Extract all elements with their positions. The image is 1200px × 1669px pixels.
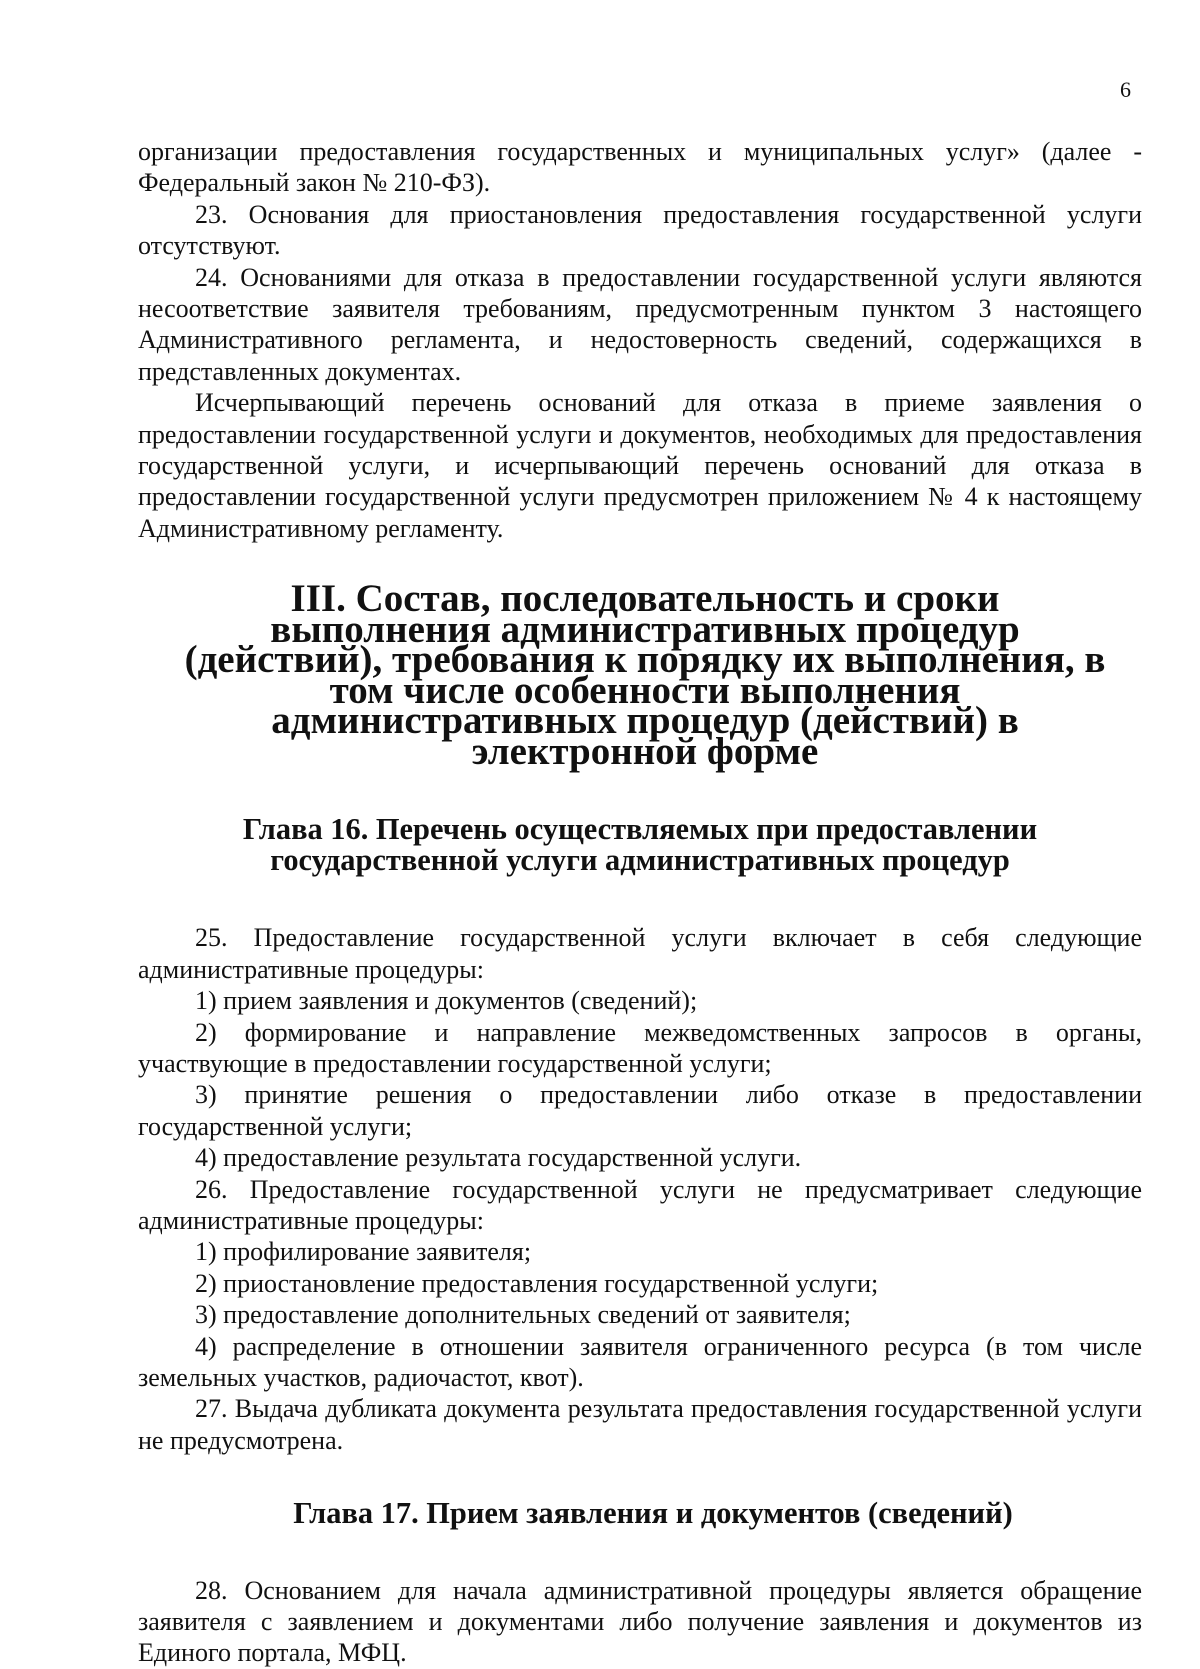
list-item: 4) распределение в отношении заявителя ограниченного ресурса (в том числе земельных участков, радиочастот, квот).: [138, 1331, 1142, 1392]
document-body: [138, 136, 1142, 1669]
chapter-17-body: [138, 1575, 1142, 1669]
list-item: 1) прием заявления и документов (сведений);: [195, 986, 698, 1016]
section-heading-iii: III. Состав, последовательность и сроки выполнения административных процедур (действий), требования к порядку их выполнения, в том числе особенности выполнения административных процедур (действий) в электронной форме: [184, 577, 1106, 773]
chapter-16-heading: Глава 16. Перечень осуществляемых при предоставлении государственной услуги административных процедур: [242, 812, 1038, 878]
paragraph-25: 25. Предоставление государственной услуги включает в себя следующие административные процедуры:: [138, 923, 1142, 984]
paragraph-continuation: организации предоставления государственных и муниципальных услуг» (далее - Федеральный закон № 210-ФЗ).: [138, 137, 1142, 198]
chapter-17-heading: Глава 17. Прием заявления и документов (сведений): [293, 1496, 1013, 1531]
paragraph-26: 26. Предоставление государственной услуги не предусматривает следующие административные процедуры:: [138, 1174, 1142, 1235]
paragraph-28: 28. Основанием для начала административной процедуры является обращение заявителя с заявлением и документами либо получение заявления и документов из Единого портала, МФЦ.: [138, 1575, 1142, 1668]
paragraph-23: 23. Основания для приостановления предоставления государственной услуги отсутствуют.: [138, 199, 1142, 261]
page-number: 6: [1120, 77, 1131, 102]
list-item: 2) формирование и направление межведомственных запросов в органы, участвующие в предоставлении государственной услуги;: [138, 1017, 1142, 1078]
list-item: 4) предоставление результата государственной услуги.: [195, 1143, 802, 1173]
list-item: 1) профилирование заявителя;: [195, 1237, 532, 1267]
chapter-16-body: [138, 922, 1142, 1456]
paragraph-27: 27. Выдача дубликата документа результата предоставления государственной услуги не предусмотрена.: [138, 1394, 1142, 1455]
list-item: 2) приостановление предоставления государственной услуги;: [195, 1268, 879, 1298]
paragraph-24: 24. Основаниями для отказа в предоставлении государственной услуги являются несоответствие заявителя требованиям, предусмотренным пунктом 3 настоящего Административного регламента, и недостоверность сведений, содержащихся в представленных документах.: [138, 262, 1142, 386]
list-item: 3) предоставление дополнительных сведений от заявителя;: [195, 1300, 851, 1330]
list-item: 3) принятие решения о предоставлении либо отказе в предоставлении государственной услуги;: [138, 1080, 1142, 1141]
paragraph-exhaustive-list: Исчерпывающий перечень оснований для отказа в приеме заявления о предоставлении государственной услуги и документов, необходимых для предоставления государственной услуги, и исчерпывающий перечень оснований для отказа в предоставлении государственной услуги предусмотрен приложением № 4 к настоящему Административному регламенту.: [138, 388, 1142, 543]
